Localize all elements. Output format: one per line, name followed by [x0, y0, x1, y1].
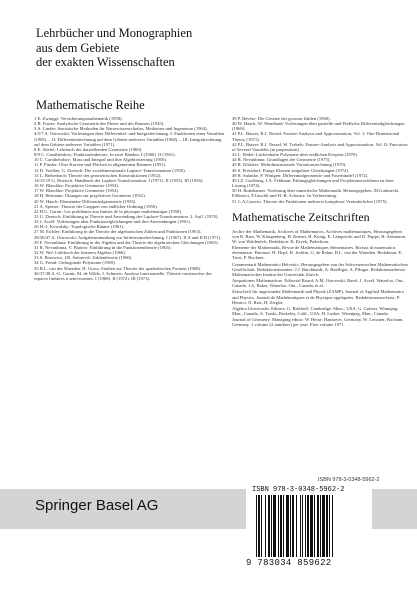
barcode-bar [326, 495, 328, 557]
book-entry: 6 E. Stiefel: Lehrbuch der darstellenden Geometrie (1960). [34, 146, 143, 152]
barcode-bar [273, 495, 276, 557]
barcode-bar [258, 495, 260, 557]
left-column-book-list [34, 116, 226, 281]
book-entry: 35 B.L. van der Waerden, H. Gross: Studien zur Theorie der quadratischen Formen (1968). [34, 265, 202, 271]
book-entry: 28/30/47 A. Ostrowski: Aufgabensammlung zur Infinitesimalrechnung. I (1967). II A und II B (1971). [34, 234, 222, 240]
book-entry: 26 H.-J. Kowalsky: Topologische Räume (1961). [34, 224, 125, 230]
journal-entry: Elemente der Mathematik, Revue de Mathématiques élémentaires, Rivista di matematica elementare. Patronat: H. Hopf, H. Jecklin, G. de Rahm, B.L. van der Waerden. Redaktion: E. Trost, P. Buchner. [232, 245, 403, 261]
barcode-digits: 9 783034 859622 [246, 558, 332, 568]
series-title-line-3: der exakten Wissenschaften [36, 55, 175, 69]
journal-entry: Journal of Geometry. Managing editor: W. Heise, Hannover, Germany, W. Leissner, Bochum, Germany. 1 volume (2 numbers) per year. First volume 1971. [232, 317, 404, 328]
isbn-label: ISBN 978-3-0348-5962-2 [318, 477, 380, 483]
book-entry: 11 P. Finsler: Über Kurven und Flächen in allgemeinen Räumen (1951). [34, 162, 167, 168]
barcode-bar [290, 495, 291, 557]
barcode-bars [254, 495, 364, 557]
book-entry: 36/37/38 A.-G. Garnir, M. de Wilde, J. Schmets: Analyse fonctionnelle. Théorie constructive des espaces linéaires à semi-normes. I (1968). II (1972). III (1973). [34, 270, 212, 281]
barcode-bar [332, 495, 333, 557]
barcode-bar [322, 495, 325, 557]
barcode-bar [261, 495, 262, 557]
book-entry: 31 R. Nevanlinna, V. Paatero: Einführung in die Funktionentheorie (1965). [34, 244, 172, 250]
barcode-bar [310, 495, 313, 557]
barcode-bar [283, 495, 284, 557]
book-entry: 51 C.A.Caracio: Theorie der Funktionen mehrerer komplexer Veränderlicher (1975). [232, 198, 388, 204]
book-entry: 21 A. Speiser: Theorie der Gruppen von endlicher Ordnung (1956). [34, 203, 158, 209]
book-entry: 16 W. Blaschke: Projektive Geometrie (1954). [34, 183, 120, 189]
barcode-bar [320, 495, 321, 557]
book-entry: 44 R. Nevanlinna: Grundlagen der Geometrie (1975). [232, 157, 331, 163]
book-entry: 10 C. Carathéodory: Mass und Integral und ihre Algebraisierung (1956). [34, 157, 168, 163]
book-entry: 45 R. Klötzler: Mehrdimensionale Variationsrechnung (1970). [232, 162, 347, 168]
book-entry: 3 A. Linder: Statistische Methoden für Naturwissenschafter, Mediziner und Ingenieure (1964). [34, 126, 208, 132]
book-entry: 32 W. Nef: Lehrbuch der linearen Algebra (1966). [34, 250, 126, 256]
zeitschriften-list [232, 229, 408, 328]
book-entry: 46 S. Prössdorf: Einige Klassen singulärer Gleichungen (1974). [232, 167, 349, 173]
right-column [232, 116, 408, 328]
book-entry: 34 G. Freud: Orthogonale Polynome (1969). [34, 260, 116, 266]
series-title-line-1: Lehrbücher und Monographien [36, 26, 193, 40]
barcode-bar [317, 495, 319, 557]
barcode-bar [268, 495, 270, 557]
barcode-bar [256, 495, 257, 557]
book-entry: 49 I.Z. Gochberg, I.A. Feldman: Faltungsgleichungen und Projektionsverfahren zu ihrer Lösung (1974). [232, 177, 394, 189]
barcode-bar [292, 495, 294, 557]
book-entry: 18 H. Hermann: Übungen zur projektiven Geometrie (1952). [34, 193, 146, 199]
book-entry: 4/5/7 A. Ostrowski: Vorlesungen über Differential- und Integralrechnung. I: Funktionen einer Variablen (1965). – II: Differentialrechnung auf dem Gebiete mehrerer Variablen (1968). – III: Integralrechnung auf dem Gebiete mehrerer Variablen (1971). [34, 131, 225, 147]
barcode-bar [280, 495, 282, 557]
book-entry: 8/9 C. Carathéodory: Funktionentheorie. In zwei Bänden. I (1960). II (1961). [34, 152, 176, 158]
barcode-bar [271, 495, 272, 557]
series-title [36, 26, 192, 70]
book-entry: 2 B. Fuster: Analytische Geometrie der Ebene und des Raumes (1945). [34, 121, 165, 127]
book-entry: 12 D. Voelker, G. Doetsch: Die zweidimensionale Laplace-Transformation (1950). [34, 167, 186, 173]
book-entry: 25 J. Aczél: Vorlesungen über Funktionalgleichungen und ihre Anwendungen (1961). [34, 219, 191, 225]
journal-entry: Archiv der Mathematik, Archives of Mathematics, Archives mathématiques, Herausgegeben von R. Baer, W. Klingenberg, H. Kneser, H. König, E. Lamprecht und D. Puppe, H. Salzmann, W. von Waldenfels. Redaktion: K. Kiyek, Paderborn. [232, 228, 407, 244]
journal-entry: Commentarii Mathematici Helvetici, Herausgegeben von der Schweizerischen Mathematischen Gesellschaft. Redaktionskomitee: J.J. Burckhardt, A. Haefliger, A. Pfluger. Redaktionsadresse: Mathematisches Institut der Universität Zürich. [232, 261, 408, 277]
barcode-bar [329, 495, 330, 557]
book-entry: 43 L. Rédei: Lückenhafte Polynome über endlichen Körpern (1970). [232, 152, 359, 158]
series-title-line-2: aus dem Gebiete [36, 40, 120, 55]
barcode-bar [296, 495, 297, 557]
book-entry: 13 L. Bieberbach: Theorie der geometrischen Konstruktionen (1952). [34, 172, 162, 178]
right-column-book-list [232, 116, 408, 204]
book-entry: 40 W. Haack, W. Wendland: Vorlesungen über partielle und Pfaffsche Differentialgleichungen (1969). [232, 121, 405, 132]
publisher-name: Springer Basel AG [35, 497, 159, 514]
book-entry: 17 W. Blaschke: Projektive Geometrie (1954). [34, 188, 120, 194]
book-entry: 41 P.L. Butzer, R.J. Nessel: Fourier-Analysis and Approximation, Vol. 1: One-Dimensional Theory (1971). [232, 131, 400, 142]
zeitschriften-heading: Mathematische Zeitschriften [232, 209, 370, 224]
book-entry: 23 G. Doetsch: Einführung in Theorie und Anwendung der Laplace-Transformation. 2. Aufl. (1970). [34, 213, 219, 219]
book-entry: 14/15/19 G. Doetsch: Handbuch der Laplace-Transformation. I (1971). II (1955). III (1956). [34, 177, 204, 183]
barcode-isbn-text: ISBN 978-3-0348-5962-2 [252, 486, 345, 494]
barcode [246, 484, 372, 570]
book-entry: 42 P.L. Butzer, R.J. Nessel, W. Trebels: Fourier-Analysis and Approximation, Vol. II: Functions of Several Variables (in preparation). [232, 141, 408, 152]
barcode-bar [305, 495, 306, 557]
journal-entry: Algebra Universalis. Editors: G. Birkhoff, Cambridge, Mass., USA, G. Grätzer, Winnipeg, Man., Canada, A. Tarski, Berkeley, Calif., USA, H. Lasker, Winnipeg, Man., Canada. [232, 305, 399, 316]
book-entry: 27 M. Eichler: Einführung in die Theorie der algebraischen Zahlen und Funktionen (1963). [34, 229, 202, 235]
book-entry: 50 H. Rutishauser: Vorlesung über numerische Mathematik. Herausgegeben: M.Gutknecht, P.Henrici, P.Läuchli und H.-R. Schwarz. In Vorbereitung. [232, 188, 400, 199]
book-entry: 33 S. Borewicz, I.R. Šafarevič: Zahlentheorie (1966). [34, 255, 133, 261]
book-entry: 29 F. Nevanlinna: Einführung in die Algebra und die Theorie der algebraischen Gleichungen (1965). [34, 239, 219, 245]
mathematische-reihe-heading: Mathematische Reihe [36, 98, 145, 112]
book-entry: 39 P. Révész: Die Gesetze der grossen Zahlen (1968). [232, 116, 331, 121]
book-entry: 48 R. Sulanke, P. Wintgen: Differentialgeometrie und Faserbündel (1972). [232, 172, 369, 178]
book-entry: 22 H.G. Garnir: Les problèmes aux limites de la physique mathématique (1958). [34, 208, 182, 214]
barcode-bar [265, 495, 266, 557]
barcode-bar [314, 495, 315, 557]
barcode-bar [286, 495, 289, 557]
book-entry: 20 W. Haack: Elementare Differentialgeometrie (1955). [34, 198, 137, 204]
barcode-bar [302, 495, 303, 557]
book-entry: 1 E. Zwinggi: Versicherungsmathematik (1958). [34, 116, 123, 121]
barcode-bar [307, 495, 309, 557]
journal-entry: Zeitschrift für angewandte Mathematik und Physik (ZAMP), Journal of Applied Mathematics and Physics, Journal de Mathématiques et de Physique appliquées. Redaktionsausschuss: P. Henrici, N. Rott, H. Ziegler. [232, 289, 405, 305]
barcode-bar [300, 495, 301, 557]
journal-entry: Aequationes Mathematicae. Editorial Board: A.M. Ostrowski, Basel, J. Aczél, Waterloo, Ont., Canada, J.A. Baker, Waterloo, Ont., Canada, et al. [232, 278, 405, 289]
barcode-bar [278, 495, 279, 557]
